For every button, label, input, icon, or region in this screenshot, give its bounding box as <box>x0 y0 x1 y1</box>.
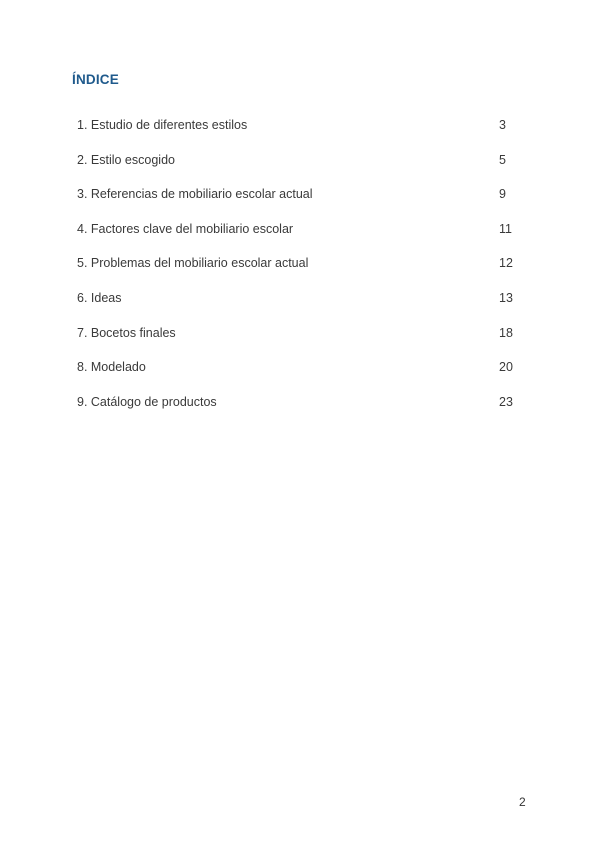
toc-entry-label: 9. Catálogo de productos <box>77 394 217 409</box>
toc-entry-label: 3. Referencias de mobiliario escolar actual <box>77 187 313 202</box>
toc-entry-page: 20 <box>499 360 513 375</box>
toc-entry-page: 13 <box>499 290 513 305</box>
toc-entry-label: 2. Estilo escogido <box>77 152 175 167</box>
toc-entry <box>77 220 517 255</box>
toc-entry <box>77 358 517 393</box>
toc-entry <box>77 324 517 359</box>
toc-entry <box>77 116 517 151</box>
toc-entry-page: 23 <box>499 394 513 409</box>
toc-entry <box>77 185 517 220</box>
toc-entry-label: 4. Factores clave del mobiliario escolar <box>77 221 294 236</box>
index-title: ÍNDICE <box>72 72 119 87</box>
toc-entry <box>77 151 517 186</box>
toc-entry-label: 7. Bocetos finales <box>77 325 176 340</box>
table-of-contents <box>77 116 517 427</box>
toc-entry <box>77 289 517 324</box>
toc-entry-page: 11 <box>499 221 512 236</box>
toc-entry-page: 9 <box>499 187 506 202</box>
toc-entry-label: 8. Modelado <box>77 360 146 375</box>
toc-entry-label: 5. Problemas del mobiliario escolar actual <box>77 256 309 271</box>
toc-entry-page: 12 <box>499 256 513 271</box>
toc-entry-page: 18 <box>499 325 513 340</box>
page-number: 2 <box>519 795 526 809</box>
toc-entry-label: 6. Ideas <box>77 290 122 305</box>
toc-entry <box>77 254 517 289</box>
toc-entry-page: 5 <box>499 152 506 167</box>
toc-entry-label: 1. Estudio de diferentes estilos <box>77 118 248 132</box>
toc-entry <box>77 393 517 428</box>
toc-entry-page: 3 <box>499 118 506 132</box>
